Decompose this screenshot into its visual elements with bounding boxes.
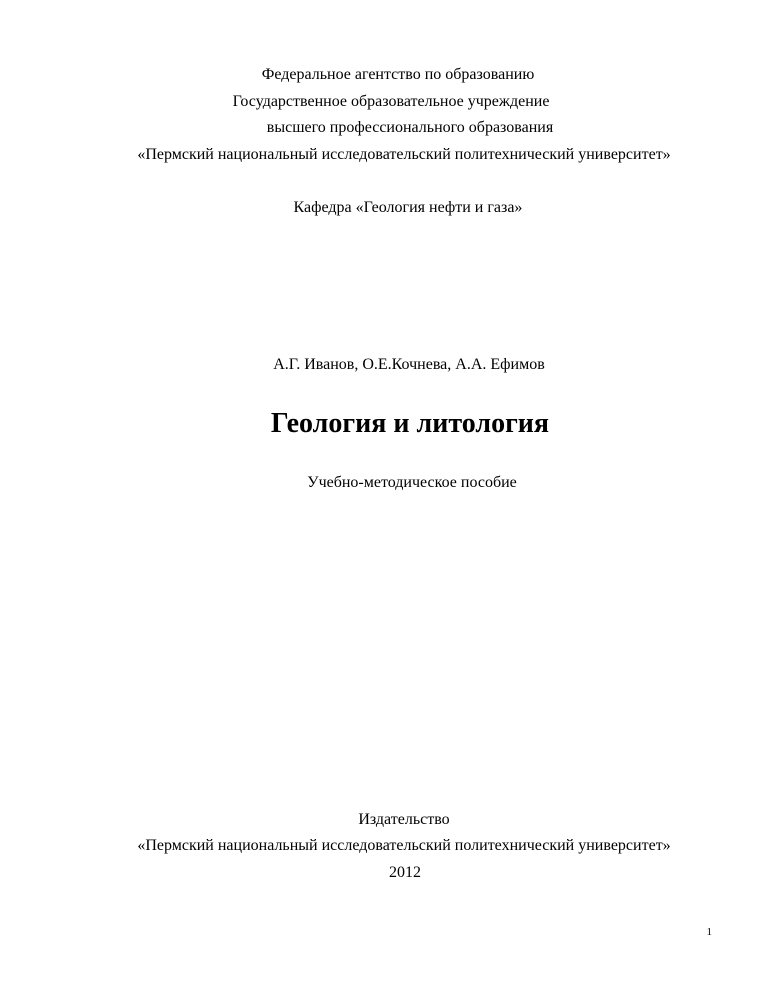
education-level-line: высшего профессионального образования [266,119,554,136]
publisher-name: «Пермский национальный исследовательский политехнический университет» [137,837,671,854]
publisher-label: Издательство [358,811,450,828]
authors-line: А.Г. Иванов, О.Е.Кочнева, А.А. Ефимов [273,356,545,373]
agency-line: Федеральное агентство по образованию [261,66,535,83]
page-number: 1 [706,926,712,938]
department-line: Кафедра «Геология нефти и газа» [293,199,523,216]
book-title: Геология и литология [270,408,550,439]
publication-year: 2012 [389,864,421,881]
institution-type-line: Государственное образовательное учреждение [232,93,550,110]
university-line: «Пермский национальный исследовательский политехнический университет» [137,146,671,163]
book-subtitle: Учебно-методическое пособие [307,474,517,491]
